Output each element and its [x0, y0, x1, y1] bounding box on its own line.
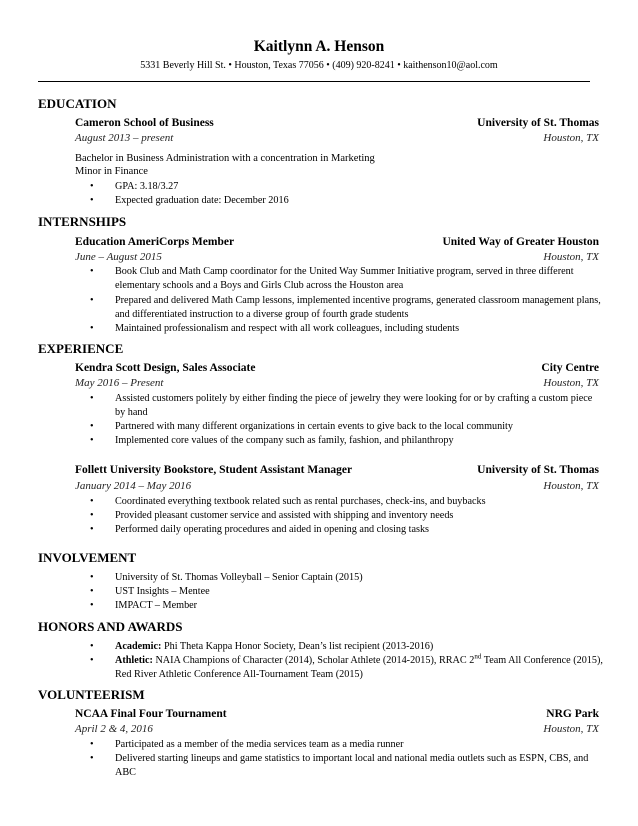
bullet-icon: •: [90, 510, 94, 521]
bullet-icon: •: [90, 195, 94, 206]
bullet-icon: •: [90, 739, 94, 750]
job-dates: May 2016 – Present: [75, 377, 164, 389]
bullet-text: University of St. Thomas Volleyball – Senior Captain (2015): [115, 572, 363, 583]
bullet-text: GPA: 3.18/3.27: [115, 181, 179, 192]
job-header-row: [75, 464, 599, 478]
education-location: Houston, TX: [543, 132, 599, 144]
volunteer-venue: NRG Park: [546, 708, 599, 720]
ordinal-suffix: nd: [474, 652, 482, 661]
bullet-icon: •: [90, 641, 94, 652]
internship-location: Houston, TX: [543, 251, 599, 263]
minor-line: Minor in Finance: [75, 166, 148, 177]
header-divider: [38, 81, 590, 82]
section-heading-education: EDUCATION: [38, 96, 117, 111]
job-header-row: [75, 362, 599, 376]
internship-role: Education AmeriCorps Member: [75, 236, 235, 248]
volunteer-location: Houston, TX: [543, 723, 599, 735]
bullet-text: Performed daily operating procedures and aided in opening and closing tasks: [115, 524, 430, 535]
bullet-icon: •: [90, 600, 94, 611]
bullet-text: [115, 654, 603, 682]
bullet-text: [115, 640, 603, 654]
bullet-icon: •: [90, 572, 94, 583]
job-org: City Centre: [541, 362, 599, 374]
bullet-icon: •: [90, 496, 94, 507]
education-header-row: [75, 117, 599, 131]
contact-line: 5331 Beverly Hill St. • Houston, Texas 77056 • (409) 920-8241 • kaithenson10@aol.com: [140, 60, 498, 71]
section-heading-experience: EXPERIENCE: [38, 341, 124, 356]
bullet-icon: •: [90, 435, 94, 446]
bullet-text: Assisted customers politely by either finding the piece of jewelry they were looking for or by crafting a custom piece by hand: [115, 393, 593, 418]
bullet-text: Delivered starting lineups and game statistics to important local and national media outlets such as ESPN, CBS, and ABC: [115, 753, 589, 778]
bullet-icon: •: [90, 266, 94, 277]
bullet-text: IMPACT – Member: [115, 600, 198, 611]
university-name: University of St. Thomas: [477, 117, 599, 129]
bullet-icon: •: [90, 586, 94, 597]
section-heading-honors: HONORS AND AWARDS: [38, 619, 183, 634]
job-location: Houston, TX: [543, 480, 599, 492]
bullet-text: Book Club and Math Camp coordinator for the United Way Summer Initiative program, served in three different elementary schools and a Boys and Girls Club across the Houston area: [115, 266, 574, 291]
bullet-icon: •: [90, 295, 94, 306]
internship-dates: June – August 2015: [75, 251, 162, 263]
athletic-text-cont: Team All Conference (2015), Red River Athletic Conference All-Tournament Team (2015): [115, 655, 603, 680]
job-dates: January 2014 – May 2016: [75, 480, 192, 492]
job-role: Follett University Bookstore, Student Assistant Manager: [75, 464, 353, 476]
bullet-icon: •: [90, 393, 94, 404]
candidate-name: Kaitlynn A. Henson: [253, 38, 385, 55]
volunteer-dates: April 2 & 4, 2016: [75, 723, 153, 735]
bullet-icon: •: [90, 524, 94, 535]
volunteer-header-row: [75, 708, 599, 722]
section-heading-volunteerism: VOLUNTEERISM: [38, 687, 145, 702]
job-role: Kendra Scott Design, Sales Associate: [75, 362, 256, 374]
athletic-label: Athletic:: [115, 655, 153, 666]
bullet-text: Participated as a member of the media services team as a media runner: [115, 739, 404, 750]
job-meta-row: [75, 480, 599, 494]
section-heading-internships: INTERNSHIPS: [38, 214, 127, 229]
bullet-text: Implemented core values of the company such as family, fashion, and philanthropy: [115, 435, 454, 446]
academic-label: Academic:: [115, 641, 162, 652]
internship-header-row: [75, 236, 599, 250]
job-org: University of St. Thomas: [477, 464, 599, 476]
internship-org: United Way of Greater Houston: [442, 236, 599, 248]
volunteer-meta-row: [75, 723, 599, 737]
bullet-text: Prepared and delivered Math Camp lessons, implemented incentive programs, generated classroom management plans, and differentiated instruction to a diverse group of fourth grade students: [115, 295, 601, 320]
degree-line: Bachelor in Business Administration with a concentration in Marketing: [75, 153, 375, 164]
volunteer-event: NCAA Final Four Tournament: [75, 708, 227, 720]
bullet-icon: •: [90, 181, 94, 192]
bullet-text: Partnered with many different organizations in certain events to give back to the local community: [115, 421, 513, 432]
job-location: Houston, TX: [543, 377, 599, 389]
athletic-text: NAIA Champions of Character (2014), Scholar Athlete (2014-2015), RRAC 2: [155, 655, 475, 666]
bullet-icon: •: [90, 323, 94, 334]
bullet-text: Provided pleasant customer service and assisted with shipping and inventory needs: [115, 510, 454, 521]
section-heading-involvement: INVOLVEMENT: [38, 550, 137, 565]
academic-text: Phi Theta Kappa Honor Society, Dean’s list recipient (2013-2016): [163, 641, 434, 652]
bullet-icon: •: [90, 655, 94, 666]
bullet-icon: •: [90, 421, 94, 432]
bullet-text: Coordinated everything textbook related such as rental purchases, check-ins, and buybacks: [115, 496, 486, 507]
job-meta-row: [75, 377, 599, 391]
education-meta-row: [75, 132, 599, 146]
education-dates: August 2013 – present: [75, 132, 174, 144]
school-name: Cameron School of Business: [75, 117, 214, 129]
bullet-text: Maintained professionalism and respect with all work colleagues, including students: [115, 323, 460, 334]
internship-meta-row: [75, 251, 599, 265]
bullet-text: Expected graduation date: December 2016: [115, 195, 289, 206]
bullet-icon: •: [90, 753, 94, 764]
bullet-text: UST Insights – Mentee: [115, 586, 210, 597]
